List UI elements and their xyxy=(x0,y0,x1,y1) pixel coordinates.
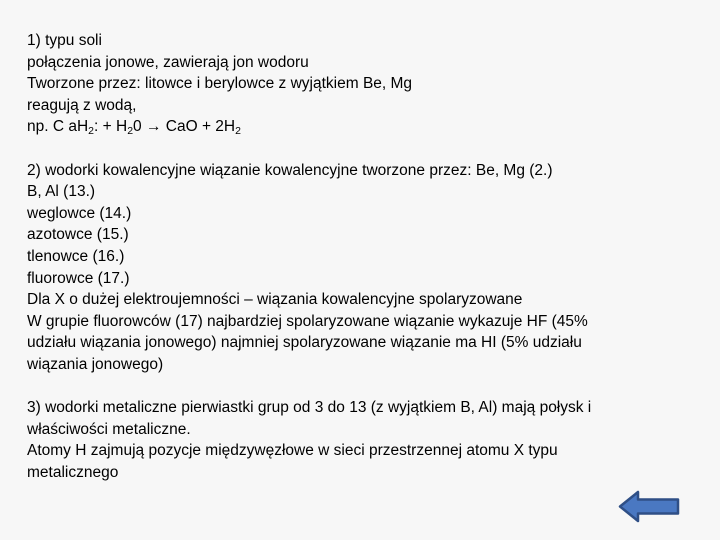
back-button[interactable] xyxy=(618,490,680,523)
section2-line: B, Al (13.) xyxy=(27,183,96,201)
section2-line: weglowce (14.) xyxy=(27,204,132,222)
section3-line: właściwości metaliczne. xyxy=(27,420,191,438)
section2-line: udziału wiązania jonowego) najmniej spolaryzowane wiązanie ma HI (5% udziału xyxy=(27,334,582,352)
section1-line: Tworzone przez: litowce i berylowce z wyjątkiem Be, Mg xyxy=(27,75,413,93)
section2-line: tlenowce (16.) xyxy=(27,247,125,265)
section3-heading: 3) wodorki metaliczne pierwiastki grup od 3 do 13 (z wyjątkiem B, Al) mają połysk i xyxy=(27,399,592,417)
section-metallic-hydrides xyxy=(27,397,692,483)
section2-line: W grupie fluorowców (17) najbardziej spolaryzowane wiązanie wykazuje HF (45% xyxy=(27,312,588,330)
section1-line: reagują z wodą, xyxy=(27,96,137,114)
section3-line: metalicznego xyxy=(27,463,119,481)
section2-line: fluorowce (17.) xyxy=(27,269,130,287)
reaction-subscript: 2 xyxy=(235,125,241,138)
section-ionic-hydrides xyxy=(27,30,692,138)
reaction-text: 0 → CaO + 2H xyxy=(133,118,236,136)
section2-line: Dla X o dużej elektroujemności – wiązania kowalencyjne spolaryzowane xyxy=(27,291,523,309)
section2-line: azotowce (15.) xyxy=(27,226,129,244)
section3-line: Atomy H zajmują pozycje międzywęzłowe w sieci przestrzennej atomu X typu xyxy=(27,442,558,460)
reaction-subscript: 2 xyxy=(127,125,134,138)
reaction-equation xyxy=(27,116,692,138)
section-covalent-hydrides xyxy=(27,160,692,376)
reaction-text: : + H xyxy=(94,118,128,136)
section2-line: wiązania jonowego) xyxy=(27,355,164,373)
reaction-subscript: 2 xyxy=(88,125,95,138)
section1-heading: 1) typu soli xyxy=(27,32,102,49)
section1-line: połączenia jonowe, zawierają jon wodoru xyxy=(27,53,309,71)
left-arrow-icon xyxy=(618,490,680,523)
reaction-text: np. C aH xyxy=(27,118,89,136)
slide-body xyxy=(27,30,692,483)
section2-heading: 2) wodorki kowalencyjne wiązanie kowalencyjne tworzone przez: Be, Mg (2.) xyxy=(27,161,553,179)
